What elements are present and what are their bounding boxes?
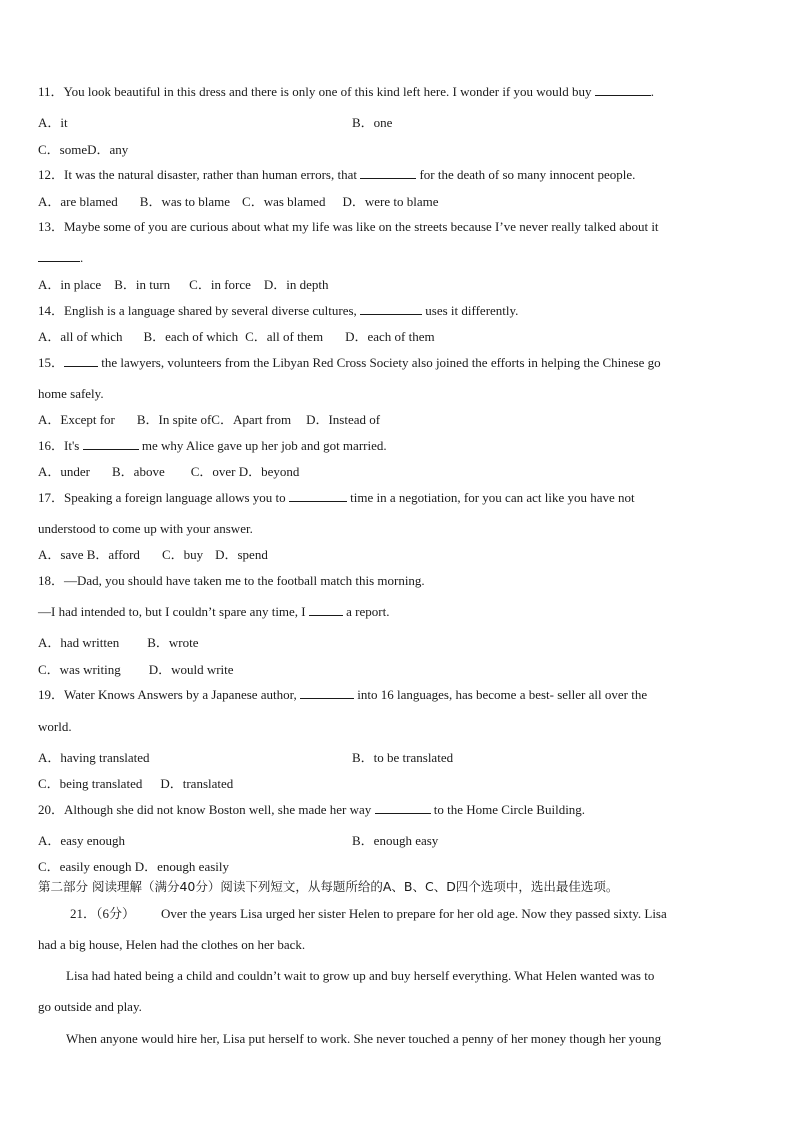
q15-option-d: D．Instead of [306,412,381,427]
q12-option-c: C．was blamed [242,194,326,209]
answer-blank [300,687,354,699]
passage-para3-line1: When anyone would hire her, Lisa put herself to work. She never touched a penny of her money though her young [66,1031,662,1046]
q12-option-d: D．were to blame [342,194,439,209]
q19-options-row2 [38,776,233,792]
q15-option-bc: B．In spite ofC．Apart from [136,412,292,427]
q19-option-d: D．translated [160,776,234,791]
q13-option-c: C．in force [189,277,251,292]
q14-option-c: C．all of them [245,329,324,344]
q15-stem-continued: home safely. [38,386,104,401]
q13-option-d: D．in depth [263,277,329,292]
q19-option-a: A．having translated [38,750,150,765]
answer-blank [375,802,431,814]
q18-option-c: C．was writing [38,662,121,677]
answer-blank [360,167,416,179]
q17-option-ab: A．save B．afford [38,547,140,562]
q11-options-row1 [38,115,393,131]
q13-stem: 13．Maybe some of you are curious about what my life was like on the streets because I’ve never really talked about it [38,219,659,234]
q17-stem-continued: understood to come up with your answer. [38,521,253,536]
q17-options [38,547,268,563]
q13-stem-continued: . [38,250,83,266]
q17-option-c: C．buy [161,547,204,562]
q20-option-b: B．enough easy [352,833,439,848]
q12-options [38,194,438,210]
q12-stem: 12．It was the natural disaster, rather than human errors, that for the death of so many innocent people. [38,167,636,182]
q13-option-a: A．in place [38,277,102,292]
part2-heading: 第二部分 阅读理解（满分40分）阅读下列短文，从每题所给的A、B、C、D四个选项中，选出最佳选项。 [38,879,619,894]
passage-para2-line1: Lisa had hated being a child and couldn’t wait to grow up and buy herself everything. What Helen wanted was to [66,968,655,983]
q14-options [38,329,435,345]
q16-options [38,464,299,480]
q11-options-row2: C．someD．any [38,142,129,157]
q16-option-a: A．under [38,464,90,479]
answer-blank [595,84,651,96]
q19-options-row1 [38,750,454,766]
q11-option-a: A．it [38,115,68,130]
q21-label: 21．（6分） [70,906,136,921]
answer-blank [83,438,139,450]
q13-option-b: B．in turn [114,277,171,292]
q18-option-b: B．wrote [147,635,199,650]
q13-options [38,277,329,293]
q18-option-a: A．had written [38,635,120,650]
q17-option-d: D．spend [215,547,268,562]
q18-option-d: D．would write [148,662,234,677]
q19-stem-continued: world. [38,719,72,734]
q18-options-row2 [38,662,234,678]
answer-blank [289,490,347,502]
q18-stem: 18．—Dad, you should have taken me to the football match this morning. [38,573,425,588]
answer-blank [38,250,80,262]
q16-stem: 16．It's me why Alice gave up her job and got married. [38,438,387,453]
answer-blank [64,355,98,367]
q18-options-row1 [38,635,199,651]
answer-blank [309,604,343,616]
q19-option-c: C．being translated [38,776,143,791]
q20-option-a: A．easy enough [38,833,126,848]
q20-options-row2: C．easily enough D．enough easily [38,859,229,874]
q14-stem: 14．English is a language shared by several diverse cultures, uses it differently. [38,303,519,318]
q19-stem: 19．Water Knows Answers by a Japanese author, into 16 languages, has become a best- seller all over the [38,687,648,702]
passage-para1-line2: had a big house, Helen had the clothes on her back. [38,937,306,952]
q20-stem: 20．Although she did not know Boston well, she made her way to the Home Circle Building. [38,802,586,817]
q15-stem: 15． the lawyers, volunteers from the Libyan Red Cross Society also joined the efforts in helping the Chinese go [38,355,661,370]
q14-option-a: A．all of which [38,329,123,344]
q15-options [38,412,380,428]
q14-option-d: D．each of them [345,329,435,344]
q14-option-b: B．each of which [143,329,239,344]
q17-stem: 17．Speaking a foreign language allows you to time in a negotiation, for you can act like you have not [38,490,635,505]
answer-blank [360,303,422,315]
q11-option-b: B．one [352,115,393,130]
q16-option-b: B．above [112,464,165,479]
q12-option-b: B．was to blame [139,194,231,209]
q11-stem: 11．You look beautiful in this dress and there is only one of this kind left here. I wonder if you would buy . [38,84,655,99]
passage-para2-line2: go outside and play. [38,999,142,1014]
passage-para1-line1: 21．（6分） Over the years Lisa urged her sister Helen to prepare for her old age. Now they passed sixty. Lisa [70,906,667,921]
q18-stem-continued: —I had intended to, but I couldn’t spare any time, I a report. [38,604,390,619]
q12-option-a: A．are blamed [38,194,118,209]
q20-options-row1 [38,833,439,849]
q16-option-cd: C．over D．beyond [190,464,300,479]
q15-option-a: A．Except for [38,412,115,427]
q19-option-b: B．to be translated [352,750,454,765]
